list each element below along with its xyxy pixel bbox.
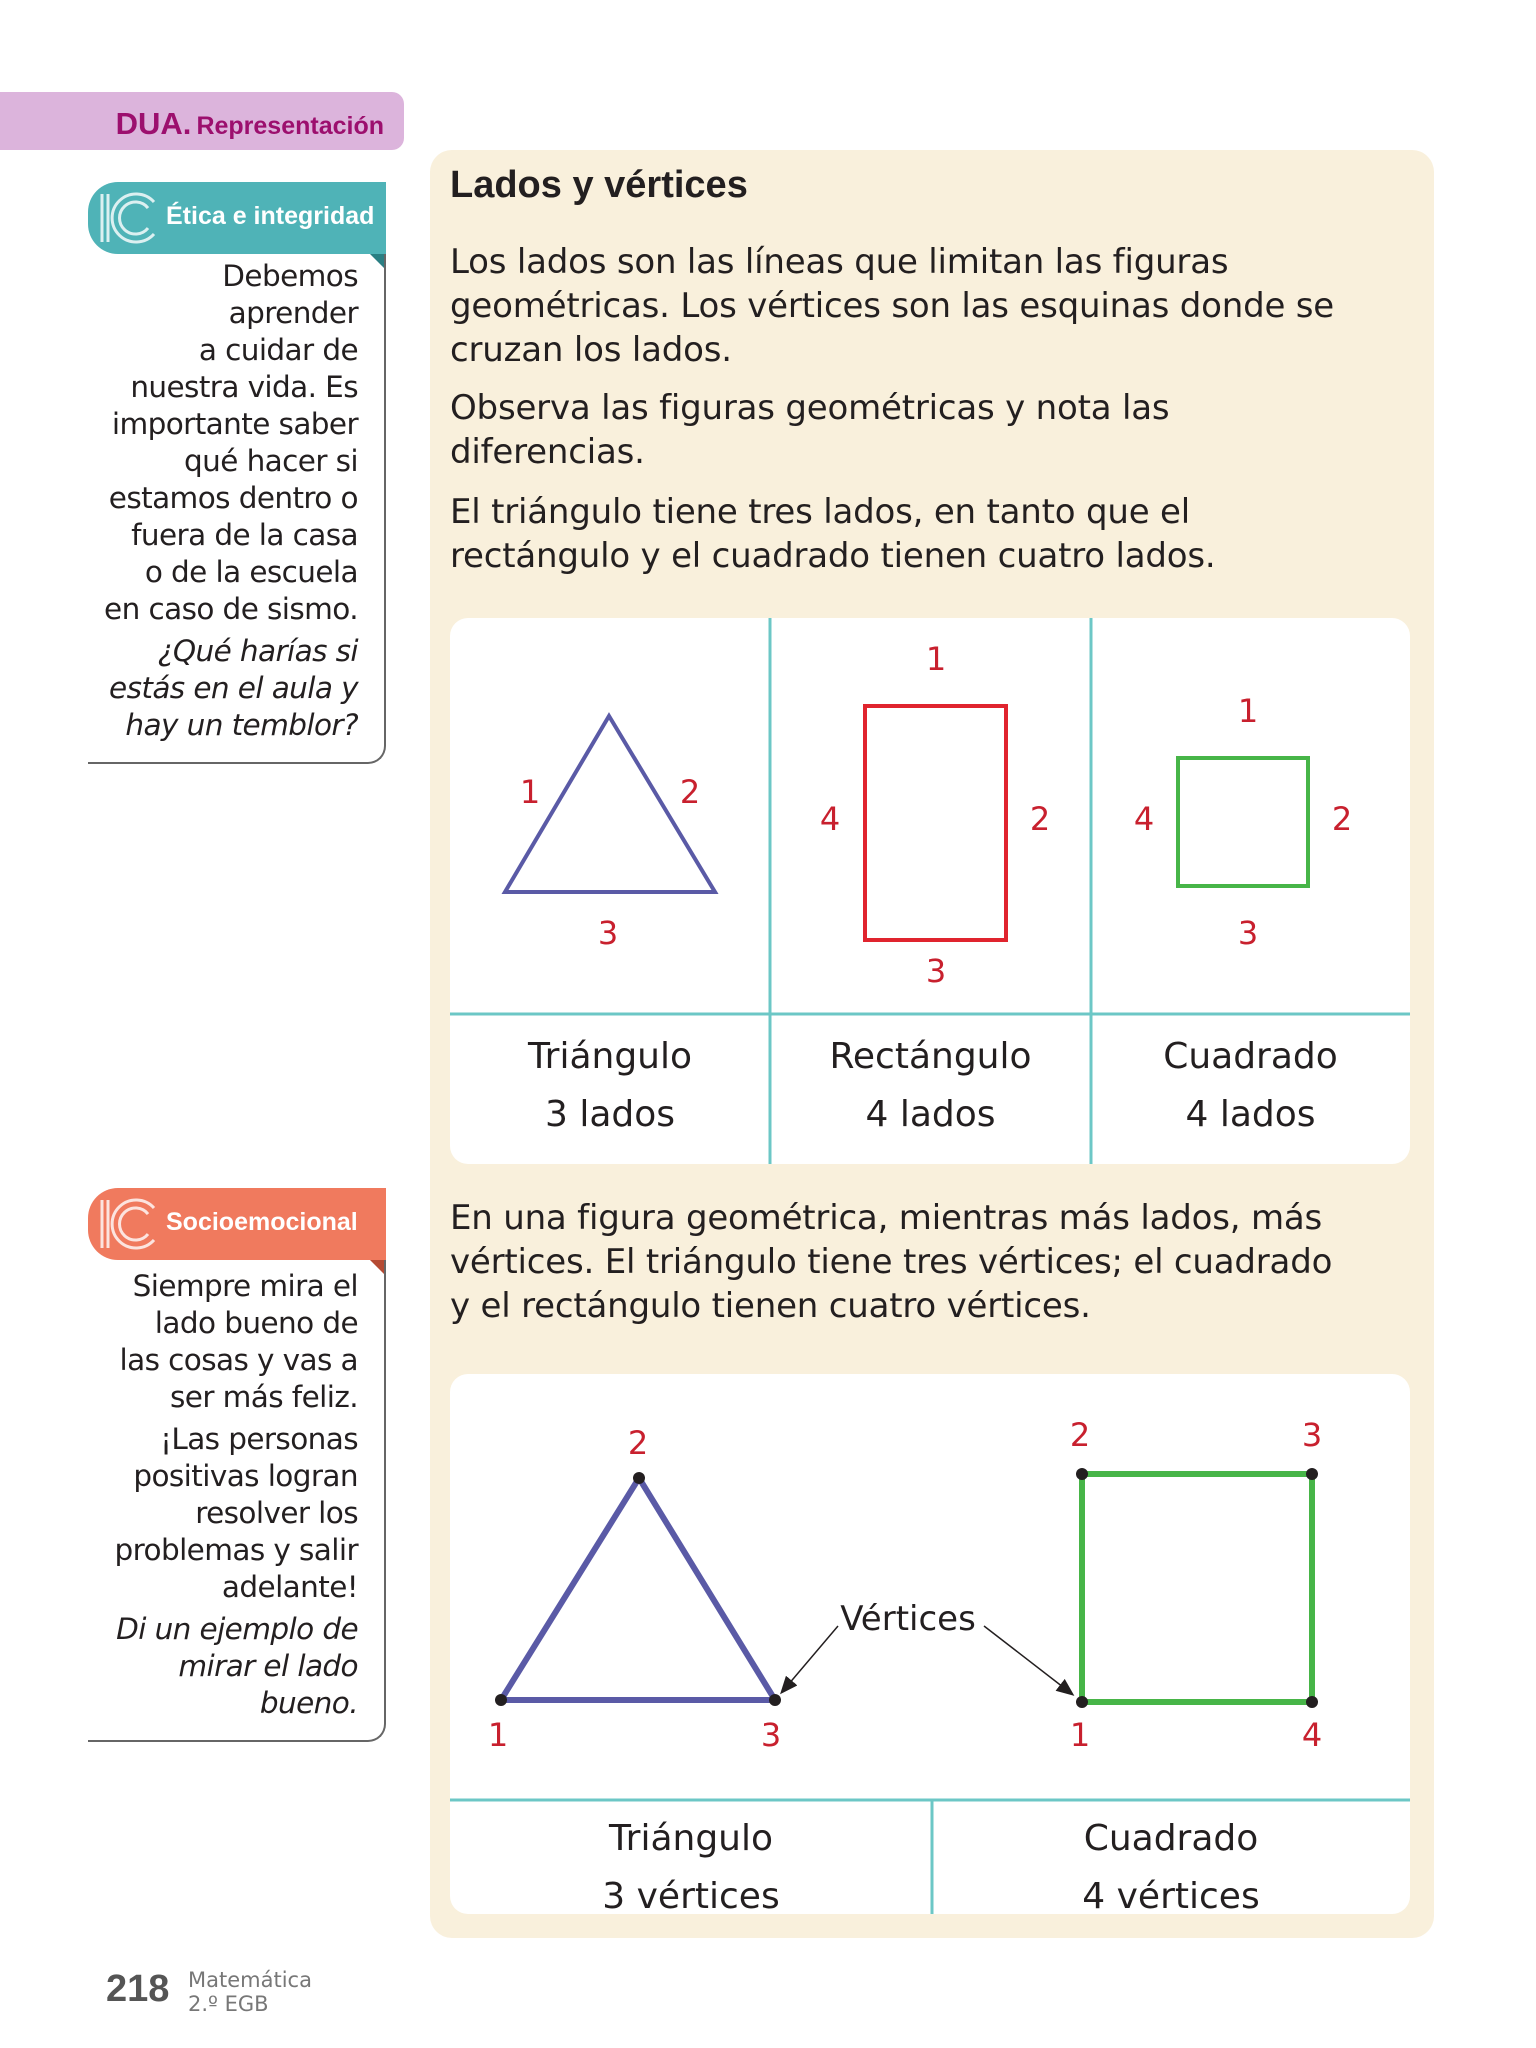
socio-line: lado bueno de	[154, 1306, 358, 1340]
side-number: 2	[1029, 800, 1051, 838]
vertex-dot	[1076, 1696, 1088, 1708]
figure-count: 4 lados	[865, 1094, 996, 1135]
sides-table	[450, 618, 1410, 1164]
socio-header	[88, 1188, 386, 1260]
square-caption	[932, 1810, 1410, 1914]
vertex-dot	[769, 1694, 781, 1706]
socio-line: positivas logran	[133, 1459, 358, 1493]
socio-line: las cosas y vas a	[119, 1343, 358, 1377]
vertex-number: 3	[760, 1716, 782, 1754]
paragraph-observe	[450, 386, 1410, 474]
vertex-dot	[633, 1472, 645, 1484]
square-shape	[1178, 758, 1308, 886]
side-number: 2	[679, 773, 701, 811]
text-line: Los lados son las líneas que limitan las figuras	[450, 242, 1229, 282]
figure-name: Cuadrado	[1163, 1036, 1338, 1077]
side-number: 4	[819, 800, 841, 838]
vertex-number: 3	[1301, 1416, 1323, 1454]
triangle-shape	[501, 1478, 775, 1700]
vertex-number: 4	[1301, 1716, 1323, 1754]
etica-body	[88, 254, 386, 764]
dua-rest: Representación	[196, 112, 384, 140]
paragraph-sides	[450, 490, 1410, 578]
socio-line: ¡Las personas	[160, 1422, 358, 1456]
text-line: diferencias.	[450, 432, 645, 472]
figure-name: Triángulo	[608, 1818, 774, 1859]
vertices-label: Vértices	[840, 1599, 976, 1639]
etica-title: Ética e integridad	[166, 202, 375, 230]
socio-box	[88, 1188, 386, 1742]
dua-bold: DUA.	[115, 106, 192, 141]
section-title: Lados y vértices	[450, 164, 748, 206]
side-number: 3	[1237, 914, 1259, 952]
figure-count: 4 vértices	[1082, 1876, 1260, 1914]
etica-line: en caso de sismo.	[104, 592, 358, 626]
vertex-dot	[1306, 1468, 1318, 1480]
figure-count: 3 vértices	[602, 1876, 780, 1914]
socio-line: resolver los	[195, 1496, 358, 1530]
text-line: geométricas. Los vértices son las esquinas donde se	[450, 286, 1335, 326]
figure-count: 4 lados	[1185, 1094, 1316, 1135]
side-number: 3	[597, 914, 619, 952]
text-line: cruzan los lados.	[450, 330, 732, 370]
grade-name: 2.º EGB	[188, 1992, 269, 2016]
side-number: 2	[1331, 800, 1353, 838]
side-number: 4	[1133, 800, 1155, 838]
etica-line: fuera de la casa	[131, 518, 358, 552]
vertex-number: 1	[487, 1716, 509, 1754]
rectangle-caption	[770, 1028, 1091, 1144]
text-line: rectángulo y el cuadrado tienen cuatro lados.	[450, 536, 1216, 576]
vertex-dot	[495, 1694, 507, 1706]
etica-line: nuestra vida. Es	[130, 370, 358, 404]
text-line: El triángulo tiene tres lados, en tanto que el	[450, 492, 1190, 532]
etica-header	[88, 182, 386, 254]
main-panel	[430, 150, 1434, 1938]
etica-line: importante saber	[111, 407, 358, 441]
socio-question-line: mirar el lado	[178, 1649, 358, 1683]
vertex-dot	[1306, 1696, 1318, 1708]
figure-name: Cuadrado	[1083, 1818, 1259, 1859]
socio-body	[88, 1260, 386, 1742]
text-line: y el rectángulo tienen cuatro vértices.	[450, 1286, 1091, 1326]
figure-name: Triángulo	[527, 1036, 693, 1077]
arrow-icon	[782, 1626, 838, 1692]
text-line: Observa las figuras geométricas y nota las	[450, 388, 1170, 428]
figure-count: 3 lados	[544, 1094, 676, 1135]
vertex-number: 2	[1069, 1416, 1091, 1454]
vertex-number: 2	[627, 1424, 649, 1462]
triangle-caption	[450, 1810, 932, 1914]
socio-line: adelante!	[221, 1570, 358, 1604]
vertex-number: 1	[1069, 1716, 1091, 1754]
socio-line: ser más feliz.	[170, 1380, 358, 1414]
socio-line: Siempre mira el	[132, 1269, 358, 1303]
text-line: vértices. El triángulo tiene tres vértices; el cuadrado	[450, 1242, 1333, 1282]
side-number: 1	[1237, 692, 1259, 730]
etica-line: estamos dentro o	[108, 481, 358, 515]
dua-label	[116, 106, 384, 142]
square-caption	[1091, 1028, 1410, 1144]
etica-question-line: ¿Qué harías si	[157, 634, 358, 668]
etica-question-line: hay un temblor?	[125, 708, 358, 742]
paragraph-vertices	[450, 1196, 1410, 1328]
vertices-table	[450, 1374, 1410, 1914]
etica-question-line: estás en el aula y	[109, 671, 358, 705]
etica-line: Debemos aprender	[222, 259, 358, 330]
dua-tag	[0, 92, 404, 150]
ic-logo-icon	[92, 186, 162, 250]
etica-line: a cuidar de	[198, 333, 358, 367]
vertex-dot	[1076, 1468, 1088, 1480]
side-number: 3	[925, 952, 947, 990]
etica-box	[88, 182, 386, 764]
socio-line: problemas y salir	[114, 1533, 358, 1567]
side-number: 1	[925, 640, 947, 678]
ic-logo-icon	[92, 1192, 162, 1256]
paragraph-definition	[450, 240, 1410, 372]
subject-info	[188, 1968, 312, 2016]
side-number: 1	[519, 773, 541, 811]
triangle-caption	[450, 1028, 770, 1144]
socio-title: Socioemocional	[166, 1208, 358, 1236]
socio-question-line: Di un ejemplo de	[116, 1612, 358, 1646]
etica-line: o de la escuela	[144, 555, 358, 589]
figure-name: Rectángulo	[829, 1036, 1032, 1077]
square-shape	[1082, 1474, 1312, 1702]
etica-line: qué hacer si	[184, 444, 358, 478]
text-line: En una figura geométrica, mientras más lados, más	[450, 1198, 1323, 1238]
page-number: 218	[106, 1968, 170, 2010]
arrow-icon	[984, 1626, 1072, 1694]
subject-name: Matemática	[188, 1968, 312, 1992]
socio-question-line: bueno.	[259, 1686, 358, 1720]
rectangle-shape	[865, 706, 1006, 940]
